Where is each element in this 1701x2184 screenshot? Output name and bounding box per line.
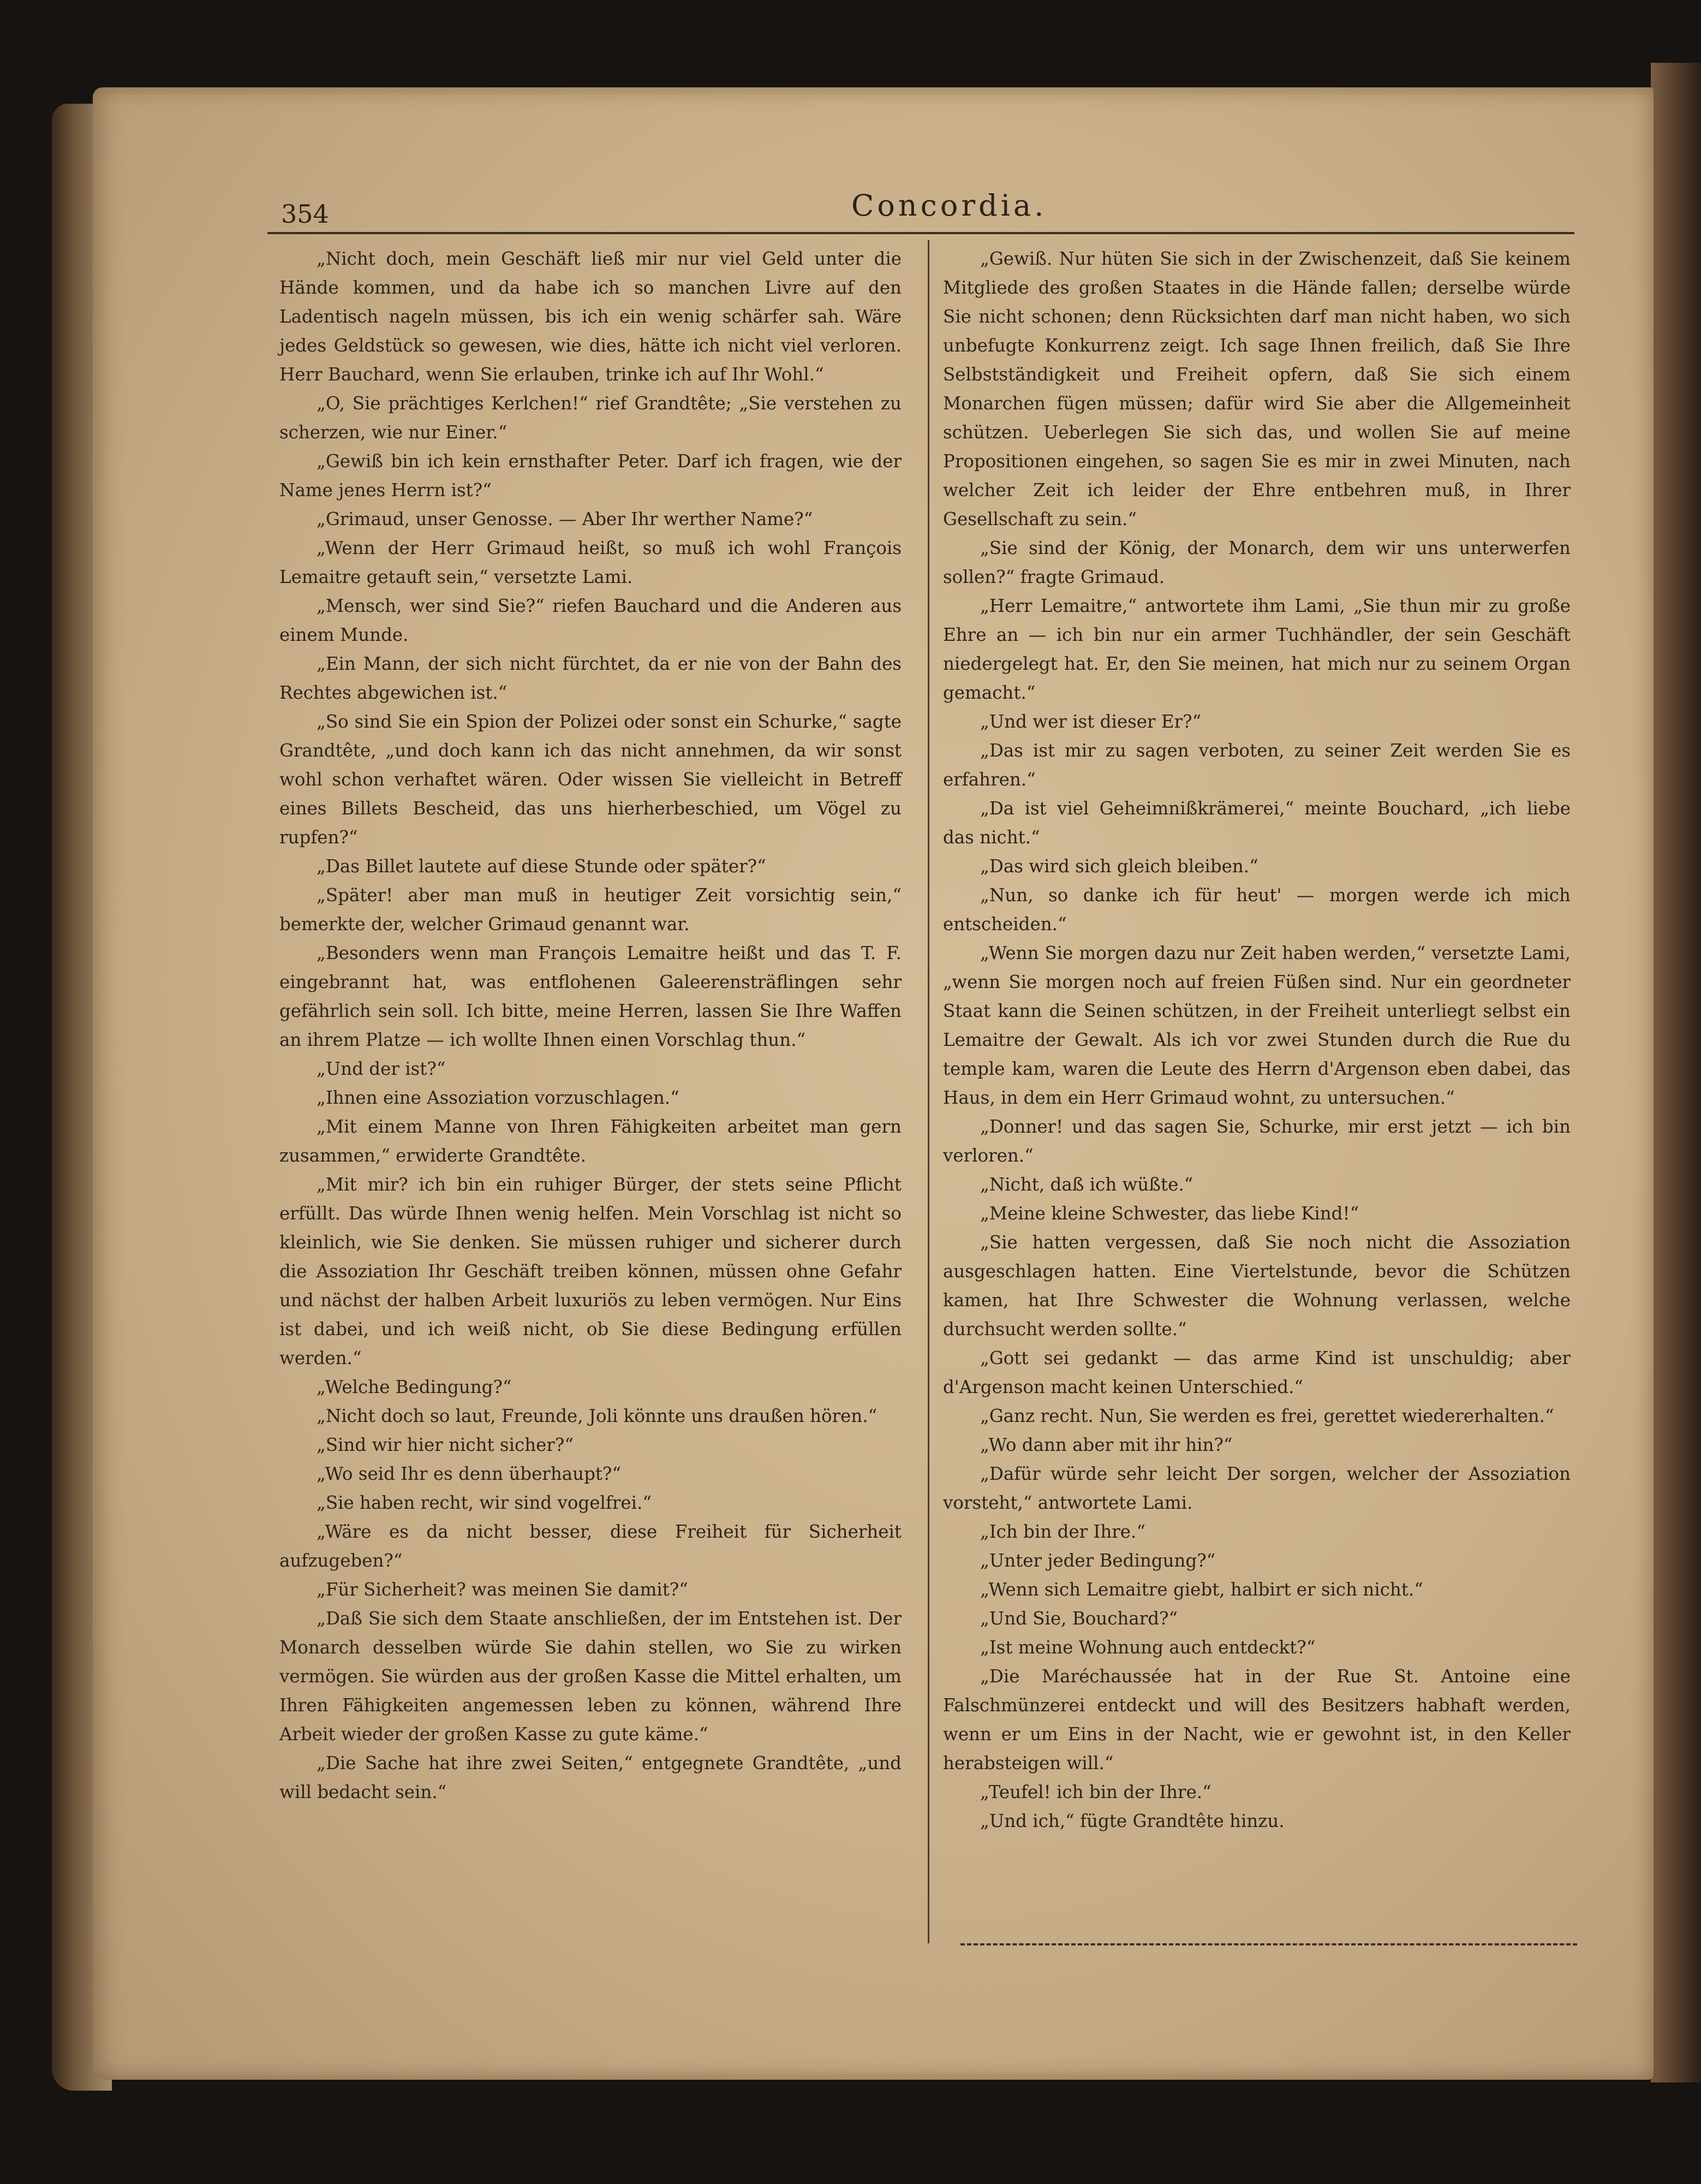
paragraph: „Das Billet lautete auf diese Stunde oder später?“ xyxy=(317,856,766,877)
paragraph: „Das wird sich gleich bleiben.“ xyxy=(980,856,1258,877)
paragraph: „Nicht, daß ich wüßte.“ xyxy=(980,1174,1193,1195)
paragraph: „O, Sie prächtiges Kerlchen!“ rief Grandtête; „Sie verstehen zu scherzen, wie nur Einer.“ xyxy=(279,393,902,443)
paragraph: „Und Sie, Bouchard?“ xyxy=(980,1608,1178,1629)
paragraph: „Wenn Sie morgen dazu nur Zeit haben werden,“ versetzte Lami, „wenn Sie morgen noch auf freien Füßen sind. Nur ein geordneter Staat kann die Seinen schützen, in der Freiheit unterliegt selbst ein Lemaitre der Gewalt. Als ich vor zwei Stunden durch die Rue du temple kam, waren die Leute des Herrn d'Argenson eben dabei, das Haus, in dem ein Herr Grimaud wohnt, zu untersuchen.“ xyxy=(943,943,1571,1108)
paragraph: „Für Sicherheit? was meinen Sie damit?“ xyxy=(317,1579,688,1600)
paragraph: „Meine kleine Schwester, das liebe Kind!“ xyxy=(980,1203,1359,1224)
paragraph: „Mensch, wer sind Sie?“ riefen Bauchard und die Anderen aus einem Munde. xyxy=(279,596,902,645)
paragraph: „Ich bin der Ihre.“ xyxy=(980,1521,1145,1542)
paragraph: „Unter jeder Bedingung?“ xyxy=(980,1550,1216,1571)
paragraph: „Und ich,“ fügte Grandtête hinzu. xyxy=(980,1811,1285,1831)
paragraph: „Wo seid Ihr es denn überhaupt?“ xyxy=(317,1463,621,1484)
paragraph: „Teufel! ich bin der Ihre.“ xyxy=(980,1782,1211,1802)
paragraph: „Sie haben recht, wir sind vogelfrei.“ xyxy=(317,1492,652,1513)
paragraph: „Und wer ist dieser Er?“ xyxy=(980,711,1202,732)
paragraph: „Die Maréchaussée hat in der Rue St. Antoine eine Falschmünzerei entdeckt und will des Besitzers habhaft werden, wenn er um Eins in der Nacht, wie er gewohnt ist, in den Keller herabsteigen will.“ xyxy=(943,1666,1571,1774)
paragraph: „Besonders wenn man François Lemaitre heißt und das T. F. eingebrannt hat, was entflohenen Galeerensträflingen sehr gefährlich sein soll. Ich bitte, meine Herren, lassen Sie Ihre Waffen an ihrem Platze — ich wollte Ihnen einen Vorschlag thun.“ xyxy=(279,943,902,1050)
paragraph: „Daß Sie sich dem Staate anschließen, der im Entstehen ist. Der Monarch desselben würde Sie dahin stellen, wo Sie zu wirken vermögen. Sie würden aus der großen Kasse die Mittel erhalten, um Ihren Fähigkeiten angemessen leben zu können, während Ihre Arbeit wieder der großen Kasse zu gute käme.“ xyxy=(279,1608,902,1745)
paragraph: „Gewiß. Nur hüten Sie sich in der Zwischenzeit, daß Sie keinem Mitgliede des großen Staates in die Hände fallen; derselbe würde Sie nicht schonen; denn Rücksichten darf man nicht haben, wo sich unbefugte Konkurrenz zeigt. Ich sage Ihnen freilich, daß Sie Ihre Selbstständigkeit und Freiheit opfern, daß Sie sich einem Monarchen fügen müssen; dafür wird Sie aber die Allgemeinheit schützen. Ueberlegen Sie sich das, und wollen Sie auf meine Propositionen eingehen, so sagen Sie es mir in zwei Minuten, nach welcher Zeit ich leider der Ehre entbehren muß, in Ihrer Gesellschaft zu sein.“ xyxy=(943,248,1571,529)
paragraph: „Nun, so danke ich für heut' — morgen werde ich mich entscheiden.“ xyxy=(943,885,1571,935)
paragraph: „Da ist viel Geheimnißkrämerei,“ meinte Bouchard, „ich liebe das nicht.“ xyxy=(943,798,1571,848)
paragraph: „Donner! und das sagen Sie, Schurke, mir erst jetzt — ich bin verloren.“ xyxy=(943,1116,1571,1166)
paragraph: „Ihnen eine Assoziation vorzuschlagen.“ xyxy=(317,1087,679,1108)
paragraph: „Später! aber man muß in heutiger Zeit vorsichtig sein,“ bemerkte der, welcher Grimaud genannt war. xyxy=(279,885,902,935)
paragraph: „Sind wir hier nicht sicher?“ xyxy=(317,1435,574,1455)
paragraph: „Ist meine Wohnung auch entdeckt?“ xyxy=(980,1637,1316,1658)
header-rule xyxy=(267,232,1574,234)
paragraph: „Nicht doch, mein Geschäft ließ mir nur viel Geld unter die Hände kommen, und da habe ich so manchen Livre auf den Ladentisch nageln müssen, bis ich ein wenig schärfer sah. Wäre jedes Geldstück so gewesen, wie dies, hätte ich nicht viel verloren. Herr Bauchard, wenn Sie erlauben, trinke ich auf Ihr Wohl.“ xyxy=(279,248,902,385)
paragraph: „Ganz recht. Nun, Sie werden es frei, gerettet wiedererhalten.“ xyxy=(980,1406,1554,1426)
paragraph: „Gott sei gedankt — das arme Kind ist unschuldig; aber d'Argenson macht keinen Unterschied.“ xyxy=(943,1348,1571,1397)
paragraph: „Dafür würde sehr leicht Der sorgen, welcher der Assoziation vorsteht,“ antwortete Lami. xyxy=(943,1463,1571,1513)
paragraph: „Herr Lemaitre,“ antwortete ihm Lami, „Sie thun mir zu große Ehre an — ich bin nur ein armer Tuchhändler, der sein Geschäft niedergelegt hat. Er, den Sie meinen, hat mich nur zu seinem Organ gemacht.“ xyxy=(943,596,1571,703)
paragraph: „Wenn der Herr Grimaud heißt, so muß ich wohl François Lemaitre getauft sein,“ versetzte Lami. xyxy=(279,538,902,587)
paragraph: „Ein Mann, der sich nicht fürchtet, da er nie von der Bahn des Rechtes abgewichen ist.“ xyxy=(279,653,902,703)
paragraph: „Wo dann aber mit ihr hin?“ xyxy=(980,1435,1233,1455)
chapter-end-rule xyxy=(960,1943,1577,1945)
paragraph: „Nicht doch so laut, Freunde, Joli könnte uns draußen hören.“ xyxy=(317,1406,878,1426)
paragraph: „Grimaud, unser Genosse. — Aber Ihr werther Name?“ xyxy=(317,509,813,529)
paragraph: „Die Sache hat ihre zwei Seiten,“ entgegnete Grandtête, „und will bedacht sein.“ xyxy=(279,1753,902,1802)
column-divider xyxy=(928,240,929,1943)
paragraph: „Sie hatten vergessen, daß Sie noch nicht die Assoziation ausgeschlagen hatten. Eine Viertelstunde, bevor die Schützen kamen, hat Ihre Schwester die Wohnung verlassen, welche durchsucht werden sollte.“ xyxy=(943,1232,1571,1340)
paragraph: „Gewiß bin ich kein ernsthafter Peter. Darf ich fragen, wie der Name jenes Herrn ist?“ xyxy=(279,451,902,501)
running-title: Concordia. xyxy=(851,188,1047,223)
left-text-column xyxy=(279,245,902,1807)
paragraph: „Mit mir? ich bin ein ruhiger Bürger, der stets seine Pflicht erfüllt. Das würde Ihnen wenig helfen. Mein Vorschlag ist nicht so kleinlich, wie Sie denken. Sie müssen ruhiger und sicherer durch die Assoziation Ihr Geschäft treiben können, müssen ohne Gefahr und nächst der halben Arbeit luxuriös zu leben vermögen. Nur Eins ist dabei, und ich weiß nicht, ob Sie diese Bedingung erfüllen werden.“ xyxy=(279,1174,902,1368)
paragraph: „Wäre es da nicht besser, diese Freiheit für Sicherheit aufzugeben?“ xyxy=(279,1521,902,1571)
paragraph: „Das ist mir zu sagen verboten, zu seiner Zeit werden Sie es erfahren.“ xyxy=(943,740,1571,790)
paragraph: „Sie sind der König, der Monarch, dem wir uns unterwerfen sollen?“ fragte Grimaud. xyxy=(943,538,1571,587)
paragraph: „Und der ist?“ xyxy=(317,1058,446,1079)
paragraph: „Mit einem Manne von Ihren Fähigkeiten arbeitet man gern zusammen,“ erwiderte Grandtête. xyxy=(279,1116,902,1166)
book-page-edges-right xyxy=(1651,63,1701,2082)
page-number: 354 xyxy=(281,199,329,229)
paragraph: „Wenn sich Lemaitre giebt, halbirt er sich nicht.“ xyxy=(980,1579,1423,1600)
paragraph: „So sind Sie ein Spion der Polizei oder sonst ein Schurke,“ sagte Grandtête, „und doch kann ich das nicht annehmen, da wir sonst wohl schon verhaftet wären. Oder wissen Sie vielleicht in Betreff eines Billets Bescheid, das uns hierherbeschied, um Vögel zu rupfen?“ xyxy=(279,711,902,848)
paragraph: „Welche Bedingung?“ xyxy=(317,1377,512,1397)
right-text-column xyxy=(943,245,1571,1836)
